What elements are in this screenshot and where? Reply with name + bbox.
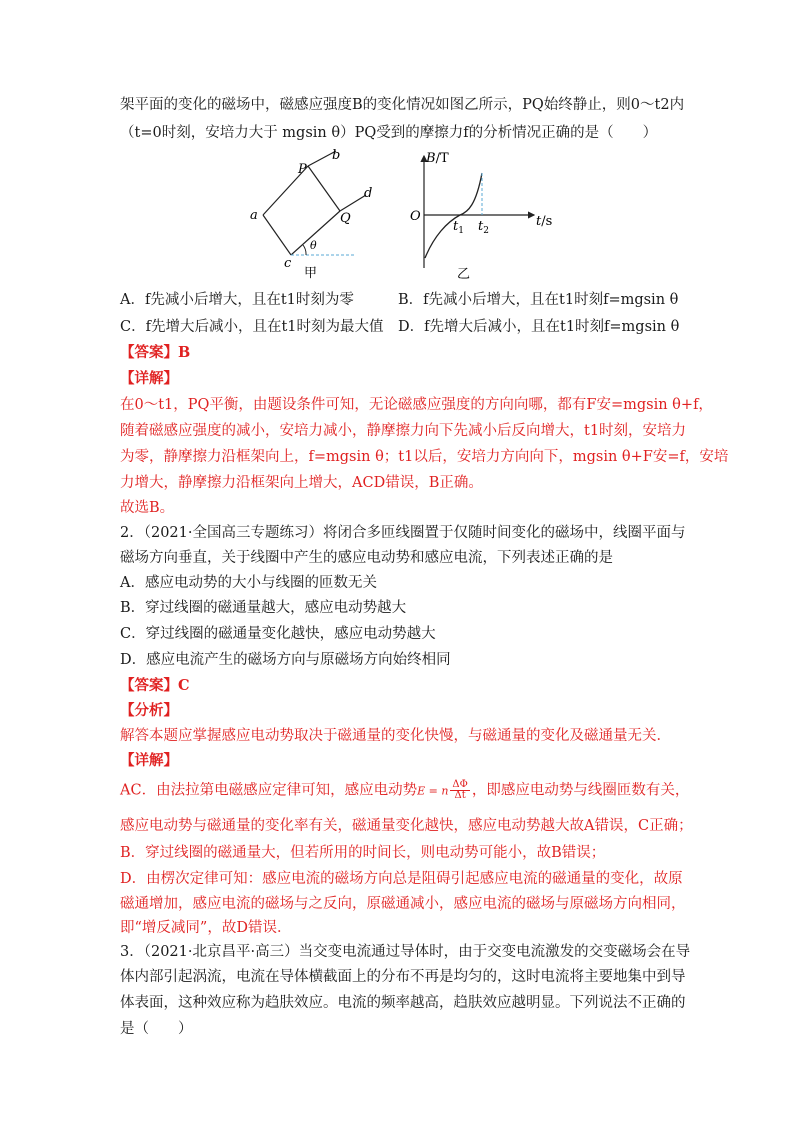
q2-detail-line5: 即“增反减同”，故D错误． xyxy=(120,920,292,936)
q2-answer-value: C xyxy=(178,677,190,694)
rod-pq xyxy=(308,166,340,211)
q2-option-d: D．感应电流产生的磁场方向与原磁场方向始终相同 xyxy=(120,652,451,668)
q1-option-c: C．f先增大后减小，且在t1时刻为最大值 xyxy=(120,319,384,335)
q2-detail-ac-after: ，即感应电动势与线圈匝数有关， xyxy=(471,782,690,799)
q1-option-a: A．f先减小后增大，且在t1时刻为零 xyxy=(120,292,354,308)
q2-detail-line3: D．由楞次定律可知：感应电流的磁场方向总是阻碍引起感应电流的磁通量的变化，故原 xyxy=(120,871,683,887)
q2-option-b: B．穿过线圈的磁通量越大，感应电动势越大 xyxy=(120,600,407,616)
q1-detail-label: 【详解】 xyxy=(120,370,178,387)
q2-detail-label: 【详解】 xyxy=(120,752,178,769)
q2-detail-line2: B．穿过线圈的磁通量大，但若所用的时间长，则电动势可能小，故B错误； xyxy=(120,845,606,861)
q1-answer xyxy=(120,343,190,363)
label-c: c xyxy=(284,256,292,271)
q2-detail-line4: 磁通增加，感应电流的磁场与之反向，原磁通减小，感应电流的磁场与原磁场方向相同， xyxy=(120,896,686,912)
rail-ac xyxy=(263,215,291,255)
q3-line2: 体内部引起涡流，电流在导体横截面上的分布不再是均匀的，这时电流将主要地集中到导 xyxy=(120,969,686,985)
label-t-axis: t/s xyxy=(536,214,553,229)
angle-arc xyxy=(303,245,306,255)
q2-option-a: A．感应电动势的大小与线圈的匝数无关 xyxy=(120,575,377,591)
q1-detail-line3: 为零，静摩擦力沿框架向上，f=mgsin θ；t1以后，安培力方向向下，mgsin θ+F安=f，安培 xyxy=(120,449,729,465)
q1-option-d: D．f先增大后减小，且在t1时刻f=mgsin θ xyxy=(398,319,680,335)
q2-stem-line2: 磁场方向垂直，关于线圈中产生的感应电动势和感应电流，下列表述正确的是 xyxy=(120,550,613,566)
label-d: d xyxy=(364,186,373,201)
caption-yi: 乙 xyxy=(457,267,471,282)
q2-detail-ac-before: AC．由法拉第电磁感应定律可知，感应电动势 xyxy=(120,782,418,799)
label-a: a xyxy=(250,208,258,223)
figure-yi xyxy=(402,148,562,283)
label-t2: $t_2$ xyxy=(478,219,489,236)
q1-conclusion: 故选B。 xyxy=(120,500,175,516)
q3-line3: 体表面，这种效应称为趋肤效应。电流的频率越高，趋肤效应越明显。下列说法不正确的 xyxy=(120,995,686,1011)
q1-option-b: B．f先减小后增大，且在t1时刻f=mgsin θ xyxy=(398,292,679,308)
q2-analysis-text: 解答本题应掌握感应电动势取决于磁通量的变化快慢，与磁通量的变化及磁通量无关． xyxy=(120,728,671,744)
label-t1: $t_1$ xyxy=(453,219,464,236)
label-P: P xyxy=(298,162,307,177)
q1-detail-line1: 在0～t1，PQ平衡，由题设条件可知，无论磁感应强度的方向向哪，都有F安=mgsin θ+f， xyxy=(120,397,713,413)
q2-formula-num: ΔΦ xyxy=(452,779,468,790)
q2-answer xyxy=(120,676,190,696)
q1-stem-line1: 架平面的变化的磁场中，磁感应强度B的变化情况如图乙所示，PQ始终静止，则0～t2内 xyxy=(120,97,685,113)
label-origin: O xyxy=(410,209,421,224)
q2-stem-line1: 2．（2021·全国高三专题练习）将闭合多匝线圈置于仅随时间变化的磁场中，线圈平面与 xyxy=(120,525,686,541)
caption-jia: 甲 xyxy=(304,266,318,281)
q2-answer-label: 【答案】 xyxy=(120,677,178,694)
q2-detail-line1: 感应电动势与磁通量的变化率有关，磁通量变化越快，感应电动势越大故A错误，C正确； xyxy=(120,818,693,834)
q2-formula-lhs: E = n xyxy=(417,784,449,798)
q2-formula-fraction xyxy=(450,780,469,801)
q1-detail-line2: 随着磁感应强度的减小，安培力减小，静摩擦力向下先减小后反向增大，t1时刻，安培力 xyxy=(120,423,687,439)
figure-jia xyxy=(240,145,373,281)
q2-analysis-label: 【分析】 xyxy=(120,702,178,719)
q1-answer-label: 【答案】 xyxy=(120,344,178,361)
q1-answer-value: B xyxy=(178,344,191,361)
label-Q: Q xyxy=(340,211,351,226)
label-theta: θ xyxy=(310,239,317,252)
q3-line1: 3．（2021·北京昌平·高三）当交变电流通过导体时，由于交变电流激发的交变磁场会在导 xyxy=(120,944,691,960)
q3-line4: 是（ ） xyxy=(120,1021,193,1037)
q2-formula-den: Δt xyxy=(454,790,466,801)
label-b: b xyxy=(332,148,341,163)
q1-stem-line2: （t=0时刻，安培力大于 mgsin θ）PQ受到的摩擦力f的分析情况正确的是（ ） xyxy=(120,125,658,141)
q1-detail-line4: 力增大，静摩擦力沿框架向上增大，ACD错误，B正确。 xyxy=(120,475,483,491)
q2-option-c: C．穿过线圈的磁通量变化越快，感应电动势越大 xyxy=(120,626,436,642)
q2-detail-ac xyxy=(120,780,689,802)
label-b-axis: B/T xyxy=(426,151,449,166)
rail-d-ext xyxy=(340,195,366,211)
